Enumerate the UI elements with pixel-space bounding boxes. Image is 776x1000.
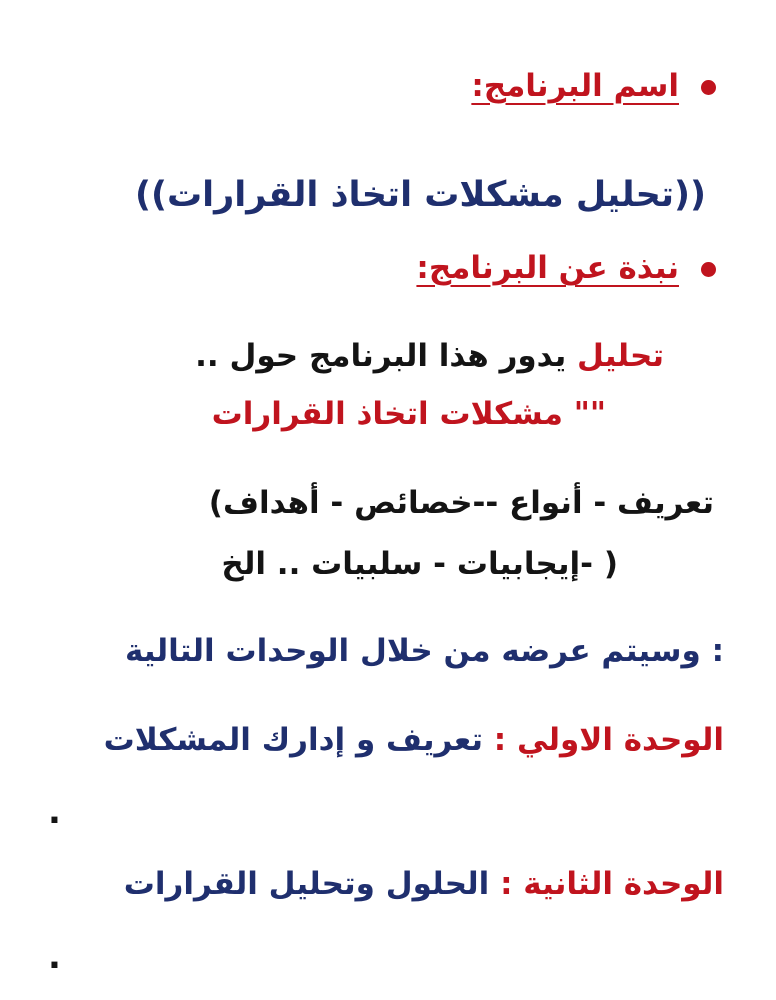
unit-1-end: . xyxy=(48,792,61,832)
unit-2-end: . xyxy=(48,937,61,977)
heading-program-name: اسم البرنامج: xyxy=(40,68,716,104)
unit-2-label: الوحدة الثانية : xyxy=(500,866,724,902)
unit-1 xyxy=(40,722,724,758)
program-title: ((تحليل مشكلات اتخاذ القرارات)) xyxy=(135,175,706,215)
about-line-2: "" مشكلات اتخاذ القرارات xyxy=(211,396,606,432)
unit-1-text: تعريف و إدارك المشكلات xyxy=(103,722,483,758)
bullet-icon xyxy=(701,262,716,277)
about-text: يدور هذا البرنامج حول .. xyxy=(195,338,567,374)
about-line-1 xyxy=(40,338,664,374)
bullet-icon xyxy=(701,80,716,95)
unit-2 xyxy=(40,866,724,902)
unit-1-label: الوحدة الاولي : xyxy=(493,722,724,758)
heading-about-program: نبذة عن البرنامج: xyxy=(40,250,716,286)
topics-line-1: تعريف - أنواع --خصائص - أهداف) xyxy=(208,485,714,521)
units-intro: : وسيتم عرضه من خلال الوحدات التالية xyxy=(125,633,724,669)
about-highlight: تحليل xyxy=(577,338,664,374)
topics-line-2: ( -إيجابيات - سلبيات .. الخ xyxy=(221,546,618,582)
unit-2-text: الحلول وتحليل القرارات xyxy=(123,866,490,902)
